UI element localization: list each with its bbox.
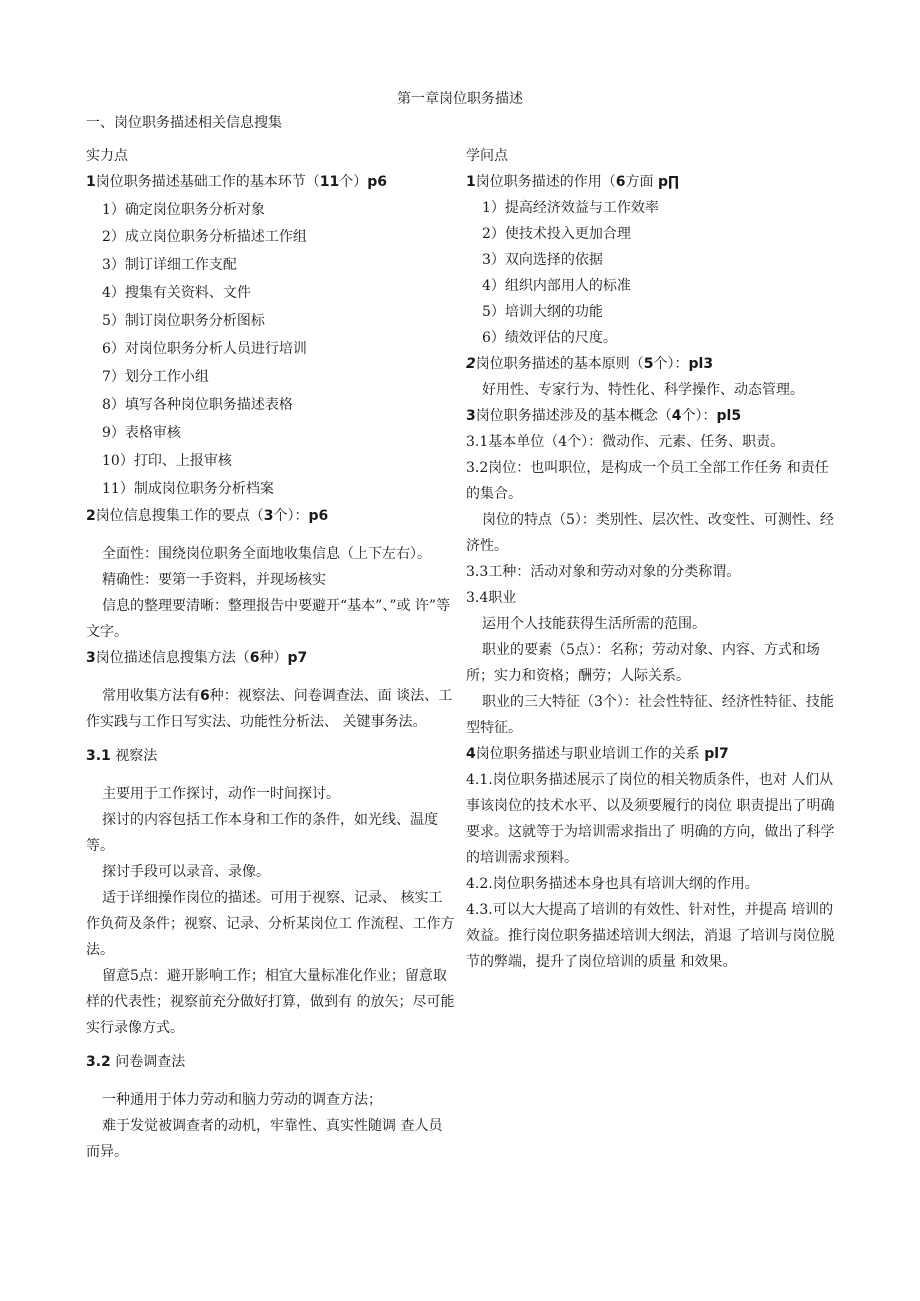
paragraph: 职业的三大特征（3个）：社会性特征、经济性特征、技能型特征。 <box>466 694 834 736</box>
left-s1-heading: 1岗位职务描述基础工作的基本环节（11个）p6 <box>86 174 387 190</box>
list-item: 1）确定岗位职务分析对象 <box>102 202 265 218</box>
document-title: 第一章岗位职务描述 <box>397 91 523 107</box>
right-r3-heading: 3岗位职务描述涉及的基本概念（4个）：pl5 <box>466 408 742 424</box>
right-heading: 学问点 <box>466 148 508 164</box>
list-item: 3）制订详细工作支配 <box>102 257 237 273</box>
paragraph: 运用个人技能获得生活所需的范围。 <box>482 616 706 632</box>
paragraph: 3.1基本单位（4个）：微动作、元素、任务、职责。 <box>466 434 785 450</box>
list-item: 5）培训大纲的功能 <box>482 304 603 320</box>
list-item: 10）打印、上报审核 <box>102 453 232 469</box>
paragraph: 全面性：围绕岗位职务全面地收集信息（上下左右）。 <box>102 546 431 562</box>
paragraph: 留意5点：避开影响工作；相宜大量标准化作业；留意取样的代表性；视察前充分做好打算，做到有 的放矢；尽可能实行录像方式。 <box>86 968 455 1036</box>
left-s31-heading: 3.1 视察法 <box>86 748 158 764</box>
paragraph: 好用性、专家行为、特性化、科学操作、动态管理。 <box>482 382 804 398</box>
section-title: 一、岗位职务描述相关信息搜集 <box>86 115 282 131</box>
paragraph: 4.2.岗位职务描述本身也具有培训大纲的作用。 <box>466 876 759 892</box>
paragraph: 探讨的内容包括工作本身和工作的条件，如光线、温度等。 <box>86 812 438 854</box>
list-item: 11）制成岗位职务分析档案 <box>102 481 274 497</box>
paragraph: 4.1.岗位职务描述展示了岗位的相关物质条件，也对 人们从事该岗位的技术水平、以及须要履行的岗位 职责提出了明确要求。这就等于为培训需求指出了 明确的方向，做出了科学的培训需求预料。 <box>466 772 835 866</box>
left-s32-heading: 3.2 问卷调查法 <box>86 1054 186 1070</box>
paragraph: 探讨手段可以录音、录像。 <box>102 864 270 880</box>
list-item: 1）提高经济效益与工作效率 <box>482 200 659 216</box>
paragraph: 常用收集方法有6种：视察法、问卷调查法、面 谈法、工作实践与工作日写实法、功能性分析法、 关键事务法。 <box>86 688 453 730</box>
left-heading: 实力点 <box>86 148 128 164</box>
list-item: 8）填写各种岗位职务描述表格 <box>102 397 293 413</box>
list-item: 4）搜集有关资料、文件 <box>102 285 251 301</box>
list-item: 2）成立岗位职务分析描述工作组 <box>102 229 307 245</box>
list-item: 9）表格审核 <box>102 425 181 441</box>
paragraph: 难于发觉被调查者的动机，牢靠性、真实性随调 查人员而异。 <box>86 1118 443 1160</box>
paragraph: 精确性：要第一手资料，并现场核实 <box>102 572 326 588</box>
right-column <box>466 143 838 975</box>
paragraph: 职业的要素（5点）：名称；劳动对象、内容、方式和场所；实力和资格；酬劳；人际关系。 <box>466 642 820 684</box>
paragraph: 信息的整理要清晰：整理报告中要避开“基本”、”或 许”等文字。 <box>86 598 451 640</box>
list-item: 6）绩效评估的尺度。 <box>482 330 617 346</box>
paragraph: 3.3工种：活动对象和劳动对象的分类称谓。 <box>466 564 741 580</box>
paragraph: 主要用于工作探讨，动作一时间探讨。 <box>102 786 340 802</box>
list-item: 3）双向选择的依据 <box>482 252 603 268</box>
left-s3-heading: 3岗位描述信息搜集方法（6种）p7 <box>86 650 308 666</box>
list-item: 5）制订岗位职务分析图标 <box>102 313 265 329</box>
right-r2-heading: 2岗位职务描述的基本原则（5个）：pl3 <box>466 356 714 372</box>
paragraph: 岗位的特点（5）：类别性、层次性、改变性、可测性、经济性。 <box>466 512 834 554</box>
paragraph: 3.4职业 <box>466 590 517 606</box>
left-s2-heading: 2岗位信息搜集工作的要点（3个）：p6 <box>86 508 329 524</box>
list-item: 6）对岗位职务分析人员进行培训 <box>102 341 307 357</box>
list-item: 7）划分工作小组 <box>102 369 209 385</box>
paragraph: 一种通用于体力劳动和脑力劳动的调查方法； <box>102 1092 382 1108</box>
right-r4-heading: 4岗位职务描述与职业培训工作的关系 pl7 <box>466 746 729 762</box>
right-r1-heading: 1岗位职务描述的作用（6方面 p∏ <box>466 174 679 190</box>
paragraph: 4.3.可以大大提高了培训的有效性、针对性，并提高 培训的效益。推行岗位职务描述培训大纲法，消退 了培训与岗位脱节的弊端，提升了岗位培训的质量 和效果。 <box>466 902 835 970</box>
list-item: 4）组织内部用人的标准 <box>482 278 631 294</box>
list-item: 2）使技术投入更加合理 <box>482 226 631 242</box>
paragraph: 适于详细操作岗位的描述。可用于视察、记录、 核实工作负荷及条件；视察、记录、分析某岗位工 作流程、工作方法。 <box>86 890 455 958</box>
left-column <box>86 143 456 1165</box>
paragraph: 3.2岗位：也叫职位，是构成一个员工全部工作任务 和责任的集合。 <box>466 460 829 502</box>
